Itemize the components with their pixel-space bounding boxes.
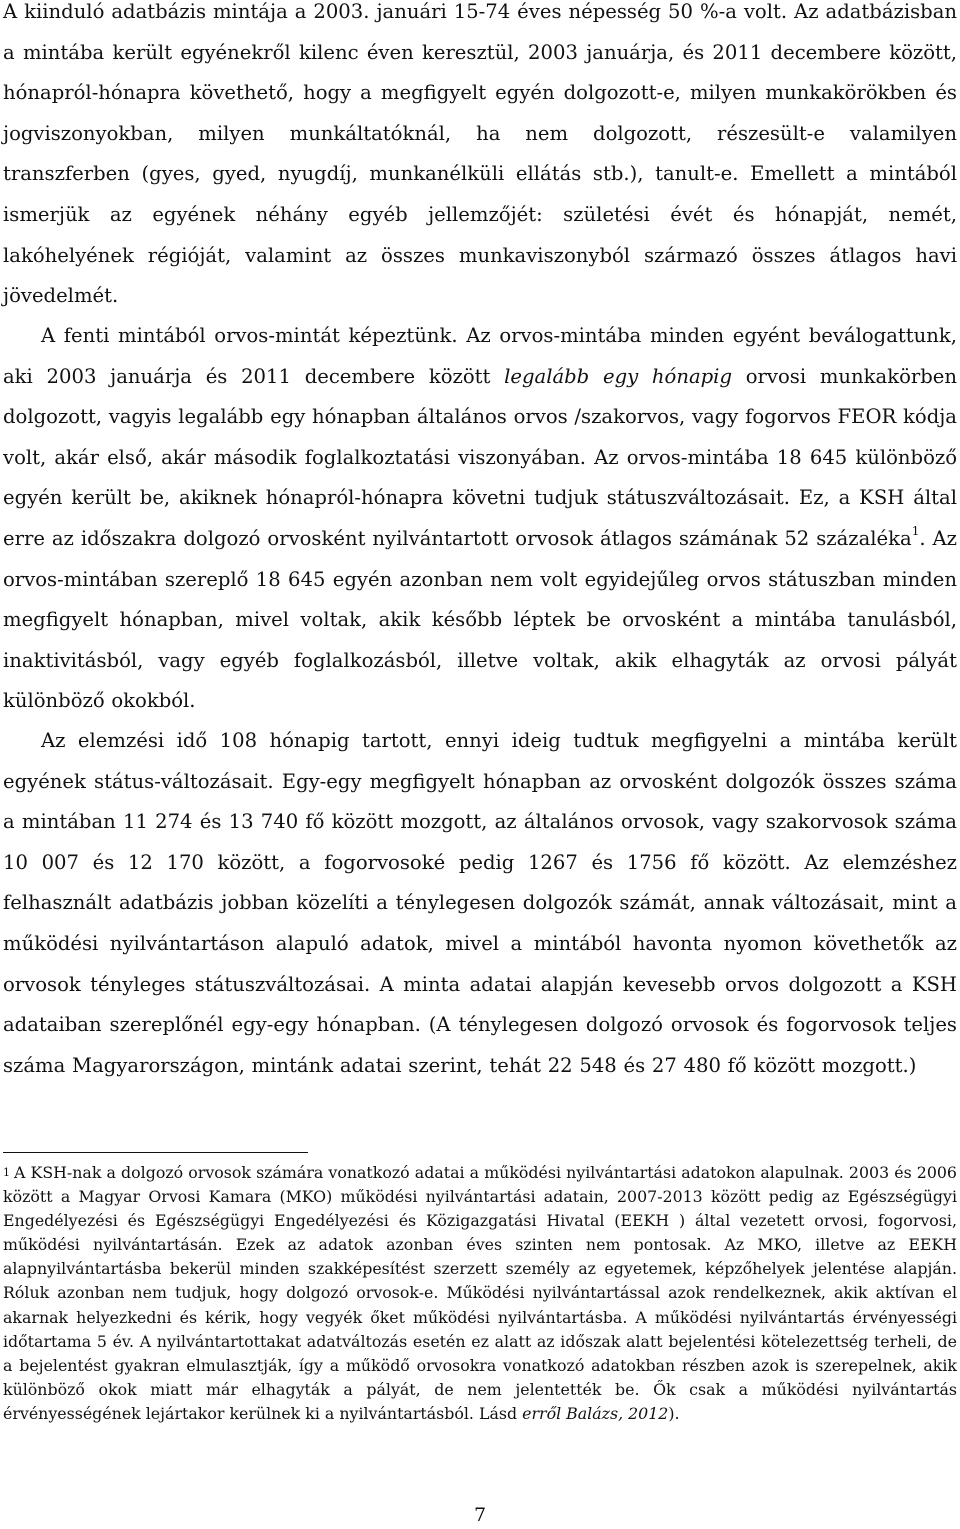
footnote-number: 1 xyxy=(3,1166,10,1179)
footnote-separator xyxy=(3,1152,308,1153)
p2-text-c: . Az orvos-mintában szereplő 18 645 egyén azonban nem volt egyidejűleg orvos státuszban minden megfigyelt hónapban, mivel voltak, akik később léptek be orvosként a mintába tanulásból, inaktivitásból, vagy egyéb foglalkozásból, illetve voltak, akik elhagyták az orvosi pályát különböző okokból. xyxy=(3,526,957,713)
footnote-text-b: ). xyxy=(668,1403,680,1423)
footnote xyxy=(3,1161,957,1426)
p2-emphasis: legalább egy hónapig xyxy=(504,364,732,388)
p2-text-b: orvosi munkakörben dolgozott, vagyis legalább egy hónapban általános orvos /szakorvos, vagy fogorvos FEOR kódja volt, akár első, akár második foglalkoztatási viszonyában. Az orvos-mintába 18 645 különböző egyén került be, akiknek hónapról-hónapra követni tudjuk státuszváltozásait. Ez, a KSH által erre az időszakra dolgozó orvosként nyilvántartott orvosok átlagos számának 52 százaléka xyxy=(3,364,957,550)
page-number: 7 xyxy=(473,1504,487,1526)
footnote-citation: erről Balázs, 2012 xyxy=(522,1403,669,1423)
p2-text-a: A fenti mintából orvos-mintát képeztünk. Az orvos-mintába minden egyént beválogattunk, aki 2003 januárja és 2011 decembere között xyxy=(3,324,957,388)
paragraph-database-sample: A kiinduló adatbázis mintája a 2003. januári 15-74 éves népesség 50 %-a volt. Az adatbázisban a mintába került egyénekről kilenc éven keresztül, 2003 januárja, és 2011 decembere között, hónapról-hónapra követhető, hogy a megfigyelt egyén dolgozott-e, milyen munkakörökben és jogviszonyokban, milyen munkáltatóknál, ha nem dolgozott, részesült-e valamilyen transzferben (gyes, gyed, nyugdíj, munkanélküli ellátás stb.), tanult-e. Emellett a mintából ismerjük az egyének néhány egyéb jellemzőjét: születési évét és hónapját, nemét, lakóhelyének régióját, valamint az összes munkaviszonyból származó összes átlagos havi jövedelmét. xyxy=(3,0,957,308)
footnote-reference[interactable]: 1 xyxy=(911,524,920,539)
footnote-text-a: A KSH-nak a dolgozó orvosok számára vonatkozó adatai a működési nyilvántartási adatokon alapulnak. 2003 és 2006 között a Magyar Orvosi Kamara (MKO) működési nyilvántartási adatain, 2007-2013 között pedig az Egészségügyi Engedélyezési és Egészségügyi Engedélyezési és Közigazgatási Hivatal (EEKH ) által vezetett orvosi, fogorvosi, működési nyilvántartásán. Ezek az adatok azonban éves szinten nem pontosak. Az MKO, illetve az EEKH alapnyilvántartásba bekerül minden szakképesítést szerzett személy az egyetemek, képzőhelyek jelentése alapján. Róluk azonban nem tudjuk, hogy dolgozó orvosok-e. Működési nyilvántartással azok rendelkeznek, akik aktívan el akarnak helyezkedni és kérik, hogy vegyék őket működési nyilvántartásba. A működési nyilvántartás érvényességi időtartama 5 év. A nyilvántartottakat adatváltozás esetén ez alatt az időszak alatt bejelentési kötelezettség terheli, de a bejelentést gyakran elmulasztják, így a működő orvosokra vonatkozó adatokban részben azok is szerepelnek, akik különböző okok miatt már elhagyták a pályát, de nem jelentették be. Ők csak a működési nyilvántartás érvényességének lejártakor kerülnek ki a nyilvántartásból. Lásd xyxy=(3,1163,957,1423)
paragraph-analysis-period: Az elemzési idő 108 hónapig tartott, ennyi ideig tudtuk megfigyelni a mintába került egyének státus-változásait. Egy-egy megfigyelt hónapban az orvosként dolgozók összes száma a mintában 11 274 és 13 740 fő között mozgott, az általános orvosok, vagy szakorvosok száma 10 007 és 12 170 között, a fogorvosoké pedig 1267 és 1756 fő között. Az elemzéshez felhasznált adatbázis jobban közelíti a ténylegesen dolgozók számát, annak változásait, mint a működési nyilvántartáson alapuló adatok, mivel a mintából havonta nyomon követhetők az orvosok tényleges státuszváltozásai. A minta adatai alapján kevesebb orvos dolgozott a KSH adataiban szereplőnél egy-egy hónapban. (A ténylegesen dolgozó orvosok és fogorvosok teljes száma Magyarországon, mintánk adatai szerint, tehát 22 548 és 27 480 fő között mozgott.) xyxy=(3,729,957,1077)
paragraph-doctor-sample xyxy=(3,316,957,722)
